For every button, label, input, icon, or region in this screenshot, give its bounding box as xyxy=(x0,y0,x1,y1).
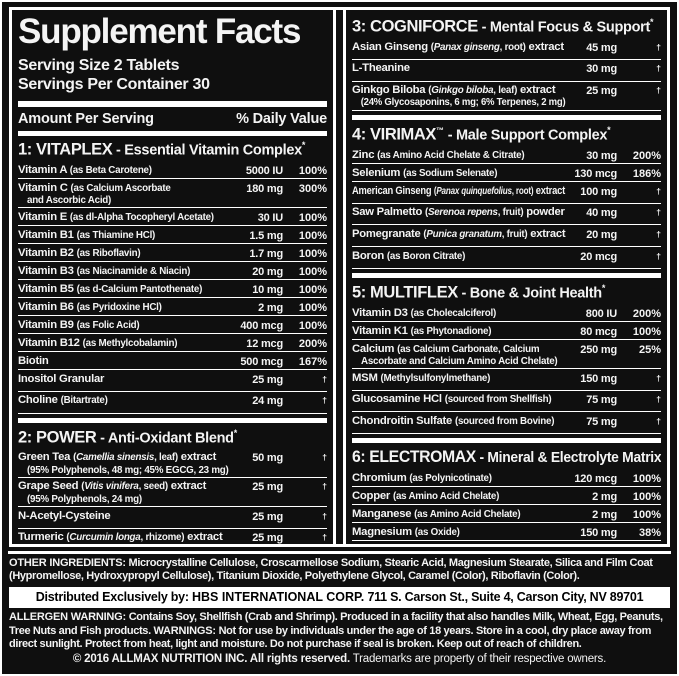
allergen-warning-label: ALLERGEN WARNING: xyxy=(9,611,126,624)
dagger-symbol: † xyxy=(656,207,661,218)
column-divider xyxy=(333,10,346,544)
ingredient-name: Ginkgo Biloba (Ginkgo biloba, leaf) extract (24% Glycosaponins, 6 mg; 6% Terpenes, 2 mg) xyxy=(352,84,566,109)
ingredient-name: Vitamin B9 (as Folic Acid) xyxy=(18,318,140,331)
dagger-symbol: † xyxy=(656,394,661,405)
distributor-box xyxy=(9,587,670,608)
other-ingredients xyxy=(9,557,670,583)
section-title: 6: ELECTROMAX - Mineral & Electrolyte Matrix xyxy=(352,448,661,467)
section-title: 2: POWER - Anti-Oxidant Blend* xyxy=(18,427,238,446)
ingredient-daily-value xyxy=(617,62,661,79)
ingredient-name: N-Acetyl-Cysteine xyxy=(18,509,111,522)
ingredient-daily-value xyxy=(283,373,327,390)
ingredient-daily-value: 100% xyxy=(632,472,661,485)
distributor-company: HBS INTERNATIONAL CORP. xyxy=(191,590,365,605)
ingredient-name: L-Theanine xyxy=(352,62,410,75)
ingredient-row xyxy=(352,225,661,247)
dagger-symbol: † xyxy=(656,85,661,96)
ingredient-amount: 45 mg xyxy=(586,41,617,54)
ingredient-row xyxy=(352,469,661,487)
ingredient-daily-value xyxy=(617,185,661,202)
dagger-symbol: † xyxy=(656,250,661,261)
ingredient-row xyxy=(352,304,661,322)
ingredient-daily-value: 100% xyxy=(298,164,327,177)
ingredient-daily-value: 38% xyxy=(638,526,661,539)
section-title: 1: VITAPLEX - Essential Vitamin Complex* xyxy=(18,139,306,159)
copyright-line xyxy=(9,651,670,665)
ingredient-amount: 500 mcg xyxy=(240,355,283,368)
ingredient-amount: 20 mcg xyxy=(580,250,617,263)
ingredient-daily-value xyxy=(283,451,327,468)
ingredient-row xyxy=(18,244,327,262)
ingredient-daily-value xyxy=(617,206,661,223)
page-title: Supplement Facts xyxy=(18,12,301,51)
ingredient-row xyxy=(18,529,327,544)
ingredient-row xyxy=(18,507,327,529)
servings-per-container: Servings Per Container 30 xyxy=(18,76,210,94)
facts-panel xyxy=(9,7,670,547)
ingredient-name: Chondroitin Sulfate (sourced from Bovine) xyxy=(352,414,555,427)
ingredient-daily-value xyxy=(617,41,661,58)
ingredient-name: Biotin xyxy=(18,354,49,367)
ingredient-daily-value: 100% xyxy=(298,211,327,224)
ingredient-name: Inositol Granular xyxy=(18,372,105,385)
ingredient-name: Chromium (as Polynicotinate) xyxy=(352,471,492,484)
ingredient-daily-value: 186% xyxy=(632,167,661,180)
ingredient-row xyxy=(18,316,327,334)
section-power xyxy=(18,418,327,544)
ingredient-row xyxy=(18,449,327,478)
ingredient-amount: 40 mg xyxy=(586,207,617,220)
copyright-regular: Trademarks are property of their respective owners. xyxy=(349,652,607,665)
asterisk-symbol: * xyxy=(233,427,238,438)
dagger-symbol: † xyxy=(656,415,661,426)
ingredient-row xyxy=(18,280,327,298)
ingredient-amount: 150 mg xyxy=(580,372,617,385)
other-ingredients-text: Microcrystalline Cellulose, Croscarmellose Sodium, Stearic Acid, Magnesium Stearate, Silica and Film Coat (Hypromellose, Hydroxypropyl Cellulose), Titanium Dioxide, Polyethylene Glycol, Caramel (Color), Riboflavin (Color). xyxy=(9,557,653,583)
ingredient-name: Vitamin B12 (as Methylcobalamin) xyxy=(18,336,178,349)
ingredient-daily-value: 100% xyxy=(298,301,327,314)
asterisk-symbol: * xyxy=(301,139,306,150)
ingredient-daily-value: 100% xyxy=(298,319,327,332)
section-separator-bar xyxy=(352,115,661,120)
section-separator-bar xyxy=(18,418,327,423)
section-cogniforce xyxy=(352,14,661,111)
right-column xyxy=(346,10,667,544)
ingredient-row xyxy=(352,369,661,391)
serving-size: Serving Size 2 Tablets xyxy=(18,56,180,74)
ingredient-row xyxy=(352,505,661,523)
ingredient-daily-value: 100% xyxy=(632,508,661,521)
ingredient-row xyxy=(352,322,661,340)
dagger-symbol: † xyxy=(656,372,661,383)
ingredient-name: Calcium (as Calcium Carbonate, Calcium Ascorbate and Calcium Amino Acid Chelate) xyxy=(352,342,558,367)
ingredient-daily-value xyxy=(617,415,661,432)
section-electromax xyxy=(352,438,661,544)
ingredient-row xyxy=(18,478,327,507)
dagger-symbol: † xyxy=(322,395,327,406)
ingredient-row xyxy=(352,182,661,204)
ingredient-amount: 1.5 mg xyxy=(249,229,283,242)
ingredient-name: Vitamin A (as Beta Carotene) xyxy=(18,163,152,176)
ingredient-name: Vitamin E (as dl-Alpha Tocopheryl Acetate) xyxy=(18,210,214,223)
ingredient-amount: 80 mcg xyxy=(580,325,617,338)
ingredient-amount: 25 mg xyxy=(252,373,283,386)
ingredient-amount: 30 mg xyxy=(586,63,617,76)
ingredient-amount: 25 mg xyxy=(586,85,617,98)
ingredient-amount: 250 mg xyxy=(580,343,617,356)
section-multiflex xyxy=(352,273,661,434)
ingredient-amount: 10 mg xyxy=(252,283,283,296)
ingredient-name: Vitamin B6 (as Pyridoxine HCl) xyxy=(18,300,162,313)
dagger-symbol: † xyxy=(322,532,327,543)
ingredient-daily-value xyxy=(617,84,661,101)
asterisk-symbol: * xyxy=(607,124,611,135)
ingredient-row xyxy=(352,340,661,369)
ingredient-name: Vitamin B2 (as Riboflavin) xyxy=(18,246,141,259)
ingredient-row xyxy=(352,204,661,226)
section-vitaplex xyxy=(18,137,327,414)
ingredient-daily-value xyxy=(283,531,327,544)
asterisk-symbol: * xyxy=(601,282,606,293)
ingredient-name: Copper (as Amino Acid Chelate) xyxy=(352,489,500,502)
ingredient-name: American Ginseng (Panax quinquefolius, root) extract xyxy=(352,184,565,197)
ingredient-amount: 2 mg xyxy=(592,508,617,521)
warnings-text: Not for use by individuals under the age of 18 years. Store in a cool, dry place away from direct sunlight. Protect from heat, light and moisture. Do not purchase if seal is broken. Keep out of reach of children. xyxy=(9,624,652,650)
allergen-warning xyxy=(9,611,670,651)
ingredient-row xyxy=(18,298,327,316)
thick-bar xyxy=(18,131,327,136)
section-title: 4: VIRIMAX™ - Male Support Complex* xyxy=(352,124,611,144)
ingredient-daily-value xyxy=(617,372,661,389)
section-title: 3: COGNIFORCE - Mental Focus & Support* xyxy=(352,17,654,36)
warnings-label: WARNINGS: xyxy=(153,624,216,637)
ingredient-daily-value xyxy=(283,480,327,497)
ingredient-amount: 75 mg xyxy=(586,394,617,407)
dagger-symbol: † xyxy=(656,63,661,74)
ingredient-row xyxy=(18,179,327,208)
dagger-symbol: † xyxy=(322,481,327,492)
column-headers xyxy=(18,107,327,131)
section-title: 5: MULTIFLEX - Bone & Joint Health* xyxy=(352,282,606,302)
ingredient-row xyxy=(352,523,661,541)
dagger-symbol: † xyxy=(322,510,327,521)
allergen-warning-text: Contains Soy, Shellfish (Crab and Shrimp). Produced in a facility that also handles Milk, Wheat, Egg, Peanuts, Tree Nuts and Fish products. xyxy=(9,611,663,637)
ingredient-amount: 75 mg xyxy=(586,415,617,428)
ingredient-amount: 24 mg xyxy=(252,395,283,408)
ingredient-row xyxy=(352,247,661,269)
ingredient-amount: 20 mg xyxy=(252,265,283,278)
ingredient-name: Boron (as Boron Citrate) xyxy=(352,249,466,262)
ingredient-amount: 100 mg xyxy=(580,185,617,198)
ingredient-row xyxy=(352,60,661,82)
ingredient-name: Glucosamine HCl (sourced from Shellfish) xyxy=(352,393,552,406)
ingredient-row xyxy=(352,146,661,164)
ingredient-amount: 25 mg xyxy=(252,481,283,494)
section-separator-bar xyxy=(352,438,661,443)
ingredient-name: Green Tea (Camellia sinensis, leaf) extract (95% Polyphenols, 48 mg; 45% EGCG, 23 mg) xyxy=(18,451,229,476)
ingredient-amount: 30 IU xyxy=(257,211,283,224)
ingredient-daily-value: 100% xyxy=(298,265,327,278)
asterisk-symbol: * xyxy=(650,17,654,27)
ingredient-row xyxy=(352,541,661,544)
ingredient-daily-value xyxy=(617,393,661,410)
ingredient-daily-value: 300% xyxy=(298,182,327,195)
ingredient-name: Vitamin K1 (as Phytonadione) xyxy=(352,324,492,337)
ingredient-name: Selenium (as Sodium Selenate) xyxy=(352,166,498,179)
dagger-symbol: † xyxy=(322,452,327,463)
ingredient-name: Vitamin B1 (as Thiamine HCl) xyxy=(18,228,156,241)
ingredient-amount: 800 IU xyxy=(585,307,617,320)
ingredient-amount: 20 mg xyxy=(586,228,617,241)
section-virimax xyxy=(352,115,661,269)
left-column xyxy=(12,10,333,544)
distributor-label: Distributed Exclusively by: xyxy=(35,590,192,605)
ingredient-amount: 30 mg xyxy=(586,149,617,162)
ingredient-name: Vitamin B3 (as Niacinamide & Niacin) xyxy=(18,264,191,277)
ingredient-daily-value: 25% xyxy=(638,343,661,356)
ingredient-amount: 130 mcg xyxy=(574,167,617,180)
ingredient-name: Turmeric (Curcumin longa, rhizome) extract xyxy=(18,531,223,544)
ingredient-amount: 25 mg xyxy=(252,510,283,523)
horizontal-rule xyxy=(8,551,671,554)
ingredient-daily-value: 100% xyxy=(298,229,327,242)
ingredient-row xyxy=(352,487,661,505)
ingredient-row xyxy=(18,262,327,280)
ingredient-amount: 5000 IU xyxy=(245,164,283,177)
ingredient-amount: 120 mcg xyxy=(574,472,617,485)
ingredient-amount: 400 mcg xyxy=(240,319,283,332)
ingredient-row xyxy=(18,352,327,370)
ingredient-name: Vitamin D3 (as Cholecalciferol) xyxy=(352,306,496,319)
ingredient-name: MSM (Methylsulfonylmethane) xyxy=(352,371,491,384)
ingredient-daily-value: 100% xyxy=(632,490,661,503)
trademark-symbol: ™ xyxy=(436,125,445,135)
dagger-symbol: † xyxy=(656,228,661,239)
dagger-symbol: † xyxy=(656,185,661,196)
ingredient-daily-value xyxy=(617,250,661,267)
ingredient-daily-value: 167% xyxy=(298,355,327,368)
copyright-bold: © 2016 ALLMAX NUTRITION INC. All rights reserved. xyxy=(72,652,350,665)
other-ingredients-label: OTHER INGREDIENTS: xyxy=(9,557,126,569)
ingredient-amount: 12 mcg xyxy=(246,337,283,350)
ingredient-name: Pomegranate (Punica granatum, fruit) extract xyxy=(352,227,566,240)
ingredient-daily-value: 200% xyxy=(298,337,327,350)
ingredient-daily-value xyxy=(283,510,327,527)
distributor-address: 711 S. Carson St., Suite 4, Carson City, NV 89701 xyxy=(364,590,644,605)
ingredient-row xyxy=(18,334,327,352)
ingredient-amount: 150 mg xyxy=(580,526,617,539)
ingredient-name: Grape Seed (Vitis vinifera, seed) extract (95% Polyphenols, 24 mg) xyxy=(18,480,207,505)
ingredient-daily-value: 100% xyxy=(298,247,327,260)
dagger-symbol: † xyxy=(656,41,661,52)
ingredient-name: Saw Palmetto (Serenoa repens, fruit) powder xyxy=(352,206,565,219)
amount-per-serving-header: Amount Per Serving xyxy=(18,110,154,127)
ingredient-row xyxy=(18,208,327,226)
ingredient-row xyxy=(352,391,661,413)
ingredient-row xyxy=(18,392,327,414)
ingredient-name: Zinc (as Amino Acid Chelate & Citrate) xyxy=(352,148,525,161)
ingredient-name: Manganese (as Amino Acid Chelate) xyxy=(352,507,521,520)
ingredient-row xyxy=(352,82,661,111)
ingredient-row xyxy=(352,412,661,434)
ingredient-row xyxy=(18,226,327,244)
section-separator-bar xyxy=(352,273,661,278)
ingredient-daily-value: 200% xyxy=(632,149,661,162)
ingredient-daily-value: 200% xyxy=(632,307,661,320)
ingredient-name: Asian Ginseng (Panax ginseng, root) extract xyxy=(352,40,564,53)
ingredient-daily-value: 100% xyxy=(632,325,661,338)
ingredient-daily-value: 100% xyxy=(298,283,327,296)
ingredient-name: Vitamin B5 (as d-Calcium Pantothenate) xyxy=(18,282,203,295)
ingredient-amount: 2 mg xyxy=(258,301,283,314)
ingredient-daily-value xyxy=(283,394,327,411)
ingredient-daily-value xyxy=(617,228,661,245)
ingredient-row xyxy=(18,370,327,392)
ingredient-amount: 50 mg xyxy=(252,452,283,465)
ingredient-amount: 25 mg xyxy=(252,532,283,544)
ingredient-name: Choline (Bitartrate) xyxy=(18,394,108,407)
ingredient-amount: 1.7 mg xyxy=(249,247,283,260)
ingredient-row xyxy=(18,161,327,179)
ingredient-row xyxy=(352,164,661,182)
daily-value-header: % Daily Value xyxy=(236,110,327,127)
ingredient-amount: 2 mg xyxy=(592,490,617,503)
ingredient-name: Vitamin C (as Calcium Ascorbate and Ascorbic Acid) xyxy=(18,181,171,206)
ingredient-row xyxy=(352,38,661,60)
ingredient-amount: 180 mg xyxy=(246,182,283,195)
ingredient-name: Magnesium (as Oxide) xyxy=(352,525,460,538)
dagger-symbol: † xyxy=(322,373,327,384)
